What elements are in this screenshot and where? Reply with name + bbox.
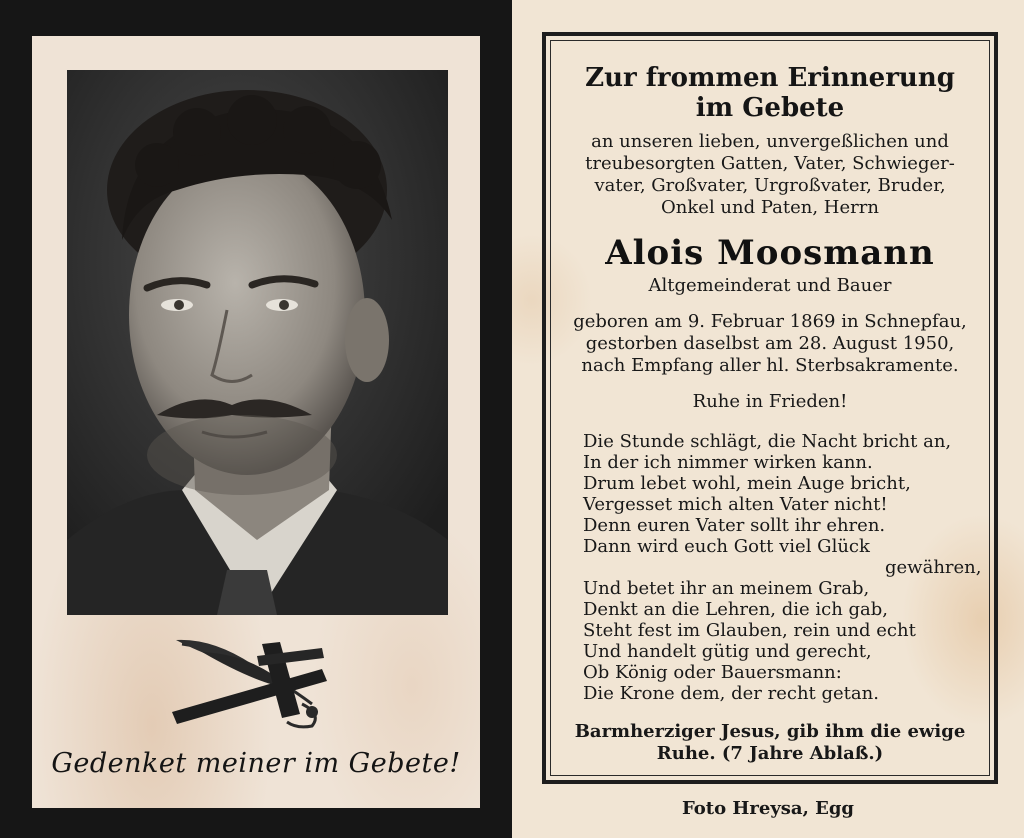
dedication-line: vater, Großvater, Urgroßvater, Bruder, (594, 175, 946, 196)
life-line: geboren am 9. Februar 1869 in Schnepfau, (573, 311, 967, 332)
poem-line: Denn euren Vater sollt ihr ehren. (583, 515, 886, 536)
prayer-line: Barmherziger Jesus, gib ihm die ewige (574, 721, 966, 742)
poem-line: Steht fest im Glauben, rein und echt (583, 620, 916, 641)
prayer-line: Ruhe. (7 Jahre Ablaß.) (656, 743, 884, 764)
deceased-role: Altgemeinderat und Bauer (648, 275, 892, 296)
poem-line: Und handelt gütig und gerecht, (583, 641, 872, 662)
poem-line: Denkt an die Lehren, die ich gab, (583, 599, 889, 620)
heading-line-1: Zur frommen Erinnerung (585, 63, 955, 93)
poem-line: Drum lebet wohl, mein Auge bricht, (583, 473, 911, 494)
deceased-name: Alois Moosmann (605, 233, 935, 273)
poem-line: Die Stunde schlägt, die Nacht bricht an, (583, 431, 952, 452)
dedication-line: Onkel und Paten, Herrn (661, 197, 879, 218)
text-frame (542, 32, 998, 784)
poem-line: Dann wird euch Gott viel Glück (583, 536, 870, 557)
text-frame-inner (550, 40, 990, 776)
poem-line: Und betet ihr an meinem Grab, (583, 578, 870, 599)
life-line: nach Empfang aller hl. Sterbsakramente. (581, 355, 959, 376)
portrait-illustration (67, 70, 448, 615)
dedication-line: treubesorgten Gatten, Vater, Schwieger- (585, 153, 955, 174)
poem-line: Ob König oder Bauersmann: (583, 662, 842, 683)
life-line: gestorben daselbst am 28. August 1950, (585, 333, 955, 354)
poem-line: gewähren, (885, 557, 982, 578)
cross-and-palm-emblem (162, 634, 352, 734)
poem-line: Vergesset mich alten Vater nicht! (583, 494, 888, 515)
rest-in-peace: Ruhe in Frieden! (692, 391, 848, 412)
photographer-credit: Foto Hreysa, Egg (681, 798, 854, 819)
poem-line: In der ich nimmer wirken kann. (583, 452, 873, 473)
dedication-line: an unseren lieben, unvergeßlichen und (591, 131, 949, 152)
heading-line-2: im Gebete (695, 93, 845, 123)
poem-line: Die Krone dem, der recht getan. (583, 683, 879, 704)
portrait-photo (67, 70, 448, 615)
portrait-card-paper (32, 36, 480, 808)
memorial-text-card (512, 0, 1024, 838)
remembrance-caption: Gedenket meiner im Gebete! (51, 748, 461, 779)
